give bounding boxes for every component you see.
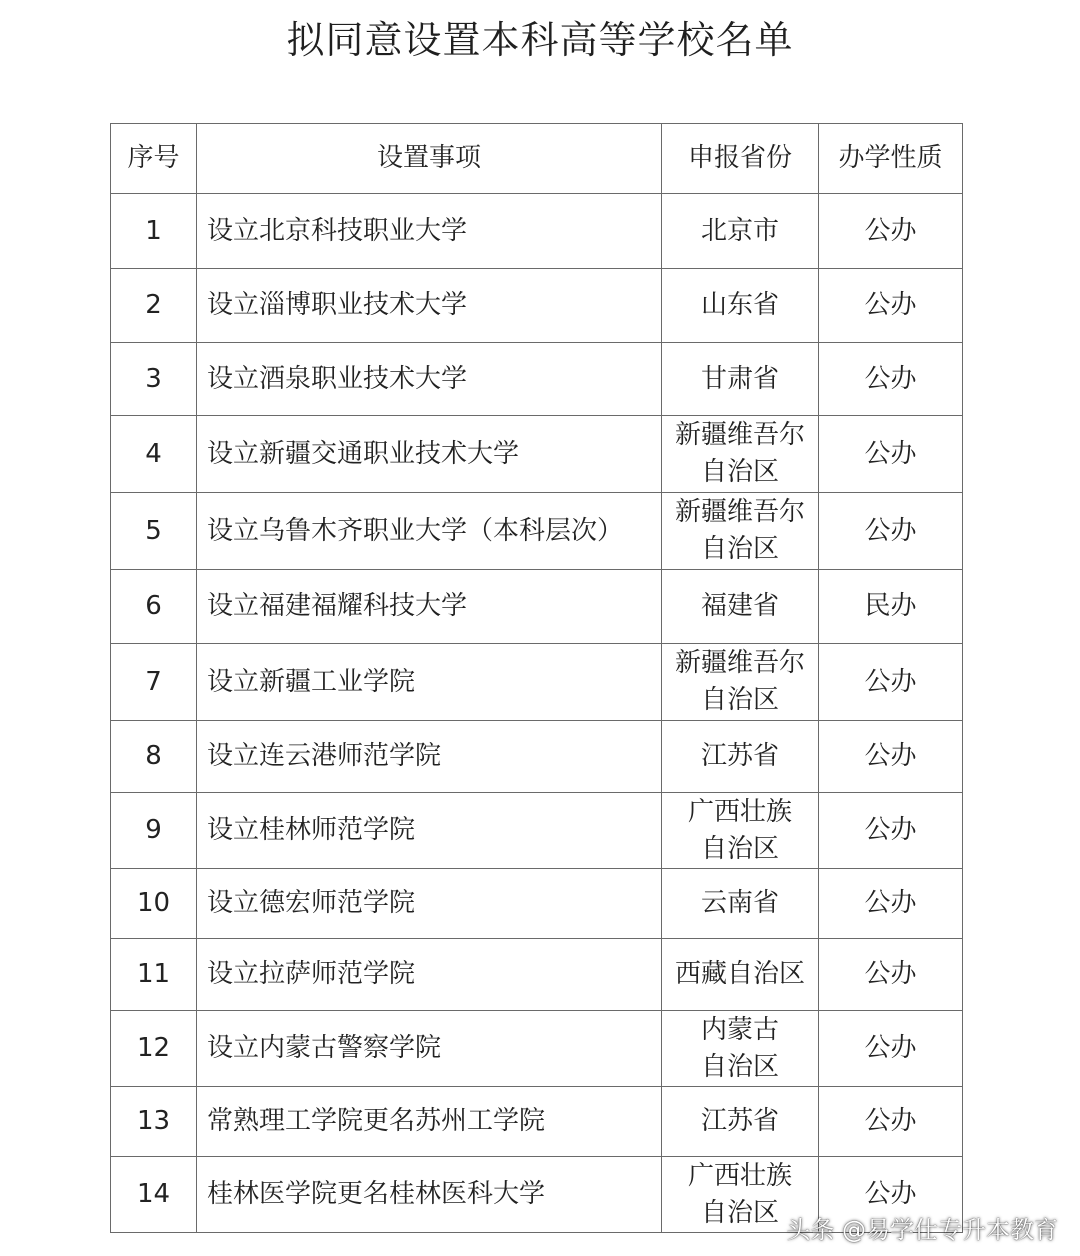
row-number: 10: [111, 869, 197, 939]
row-nature: 公办: [819, 644, 963, 721]
table-row: [111, 416, 963, 493]
province-line: 自治区: [700, 833, 779, 864]
row-province: [662, 1011, 819, 1087]
table-row: [111, 493, 963, 570]
row-province: [662, 793, 819, 869]
row-nature: 公办: [819, 269, 963, 343]
row-number: 1: [111, 194, 197, 269]
row-nature: 公办: [819, 493, 963, 570]
row-item: 设立酒泉职业技术大学: [197, 343, 662, 416]
row-nature: 公办: [819, 869, 963, 939]
row-item: 设立新疆交通职业技术大学: [197, 416, 662, 493]
row-item: 设立桂林师范学院: [197, 793, 662, 869]
row-nature: 公办: [819, 939, 963, 1011]
province-line: 江苏省: [700, 741, 779, 771]
province-line: 广西壮族: [687, 796, 792, 827]
row-number: 8: [111, 721, 197, 793]
row-province: [662, 721, 819, 793]
row-nature: 公办: [819, 1087, 963, 1157]
province-line: 新疆维吾尔: [674, 497, 805, 527]
row-item: 设立内蒙古警察学院: [197, 1011, 662, 1087]
row-nature: 民办: [819, 570, 963, 644]
table-row: [111, 570, 963, 644]
row-number: 6: [111, 570, 197, 644]
row-number: 9: [111, 793, 197, 869]
watermark: 头条 @易学仕专升本教育: [786, 1216, 1058, 1244]
row-item: 设立拉萨师范学院: [197, 939, 662, 1011]
school-list-table: [110, 123, 963, 1233]
row-item: 设立乌鲁木齐职业大学（本科层次）: [197, 493, 662, 570]
province-line: 自治区: [700, 534, 779, 564]
row-item: 设立福建福耀科技大学: [197, 570, 662, 644]
province-line: 江苏省: [700, 1106, 779, 1136]
row-province: [662, 939, 819, 1011]
row-item: 设立德宏师范学院: [197, 869, 662, 939]
row-province: [662, 269, 819, 343]
row-province: [662, 644, 819, 721]
table-row: [111, 269, 963, 343]
row-item: 设立北京科技职业大学: [197, 194, 662, 269]
row-nature: 公办: [819, 1011, 963, 1087]
header-no: 序号: [111, 124, 197, 194]
province-line: 广西壮族: [687, 1160, 792, 1191]
province-line: 自治区: [700, 1051, 779, 1082]
row-number: 2: [111, 269, 197, 343]
row-item: 设立连云港师范学院: [197, 721, 662, 793]
province-line: 云南省: [700, 888, 779, 918]
row-nature: 公办: [819, 194, 963, 269]
row-item: 设立新疆工业学院: [197, 644, 662, 721]
row-item: 常熟理工学院更名苏州工学院: [197, 1087, 662, 1157]
row-number: 13: [111, 1087, 197, 1157]
table-row: [111, 343, 963, 416]
row-nature: 公办: [819, 793, 963, 869]
row-number: 11: [111, 939, 197, 1011]
province-line: 福建省: [700, 591, 779, 621]
province-line: 山东省: [700, 290, 779, 320]
province-line: 自治区: [700, 685, 779, 715]
table-row: [111, 644, 963, 721]
table-row: [111, 1087, 963, 1157]
province-line: 自治区: [700, 1197, 779, 1228]
row-province: [662, 570, 819, 644]
table-row: [111, 1011, 963, 1087]
province-line: 新疆维吾尔: [674, 420, 805, 450]
province-line: 北京市: [700, 215, 779, 246]
row-number: 7: [111, 644, 197, 721]
header-item: 设置事项: [197, 124, 662, 194]
table-row: [111, 939, 963, 1011]
row-number: 14: [111, 1157, 197, 1233]
row-province: [662, 869, 819, 939]
province-line: 西藏自治区: [674, 959, 805, 989]
header-nature: 办学性质: [819, 124, 963, 194]
row-number: 5: [111, 493, 197, 570]
row-nature: 公办: [819, 416, 963, 493]
header-province: 申报省份: [662, 124, 819, 194]
row-item: 桂林医学院更名桂林医科大学: [197, 1157, 662, 1233]
row-province: [662, 343, 819, 416]
table-row: [111, 194, 963, 269]
row-number: 12: [111, 1011, 197, 1087]
table-row: [111, 869, 963, 939]
row-number: 4: [111, 416, 197, 493]
table-row: [111, 793, 963, 869]
province-line: 新疆维吾尔: [674, 648, 805, 678]
page-title: 拟同意设置本科高等学校名单: [286, 18, 794, 62]
province-line: 甘肃省: [700, 363, 779, 394]
row-nature: 公办: [819, 721, 963, 793]
province-line: 内蒙古: [700, 1014, 779, 1045]
row-province: [662, 493, 819, 570]
row-nature: 公办: [819, 343, 963, 416]
table-body: [111, 194, 963, 1233]
row-province: [662, 194, 819, 269]
row-province: [662, 1087, 819, 1157]
table-header-row: [111, 124, 963, 194]
row-nature: 公办: [819, 1157, 963, 1233]
province-line: 自治区: [700, 457, 779, 487]
row-province: [662, 416, 819, 493]
table-row: [111, 721, 963, 793]
row-number: 3: [111, 343, 197, 416]
row-item: 设立淄博职业技术大学: [197, 269, 662, 343]
